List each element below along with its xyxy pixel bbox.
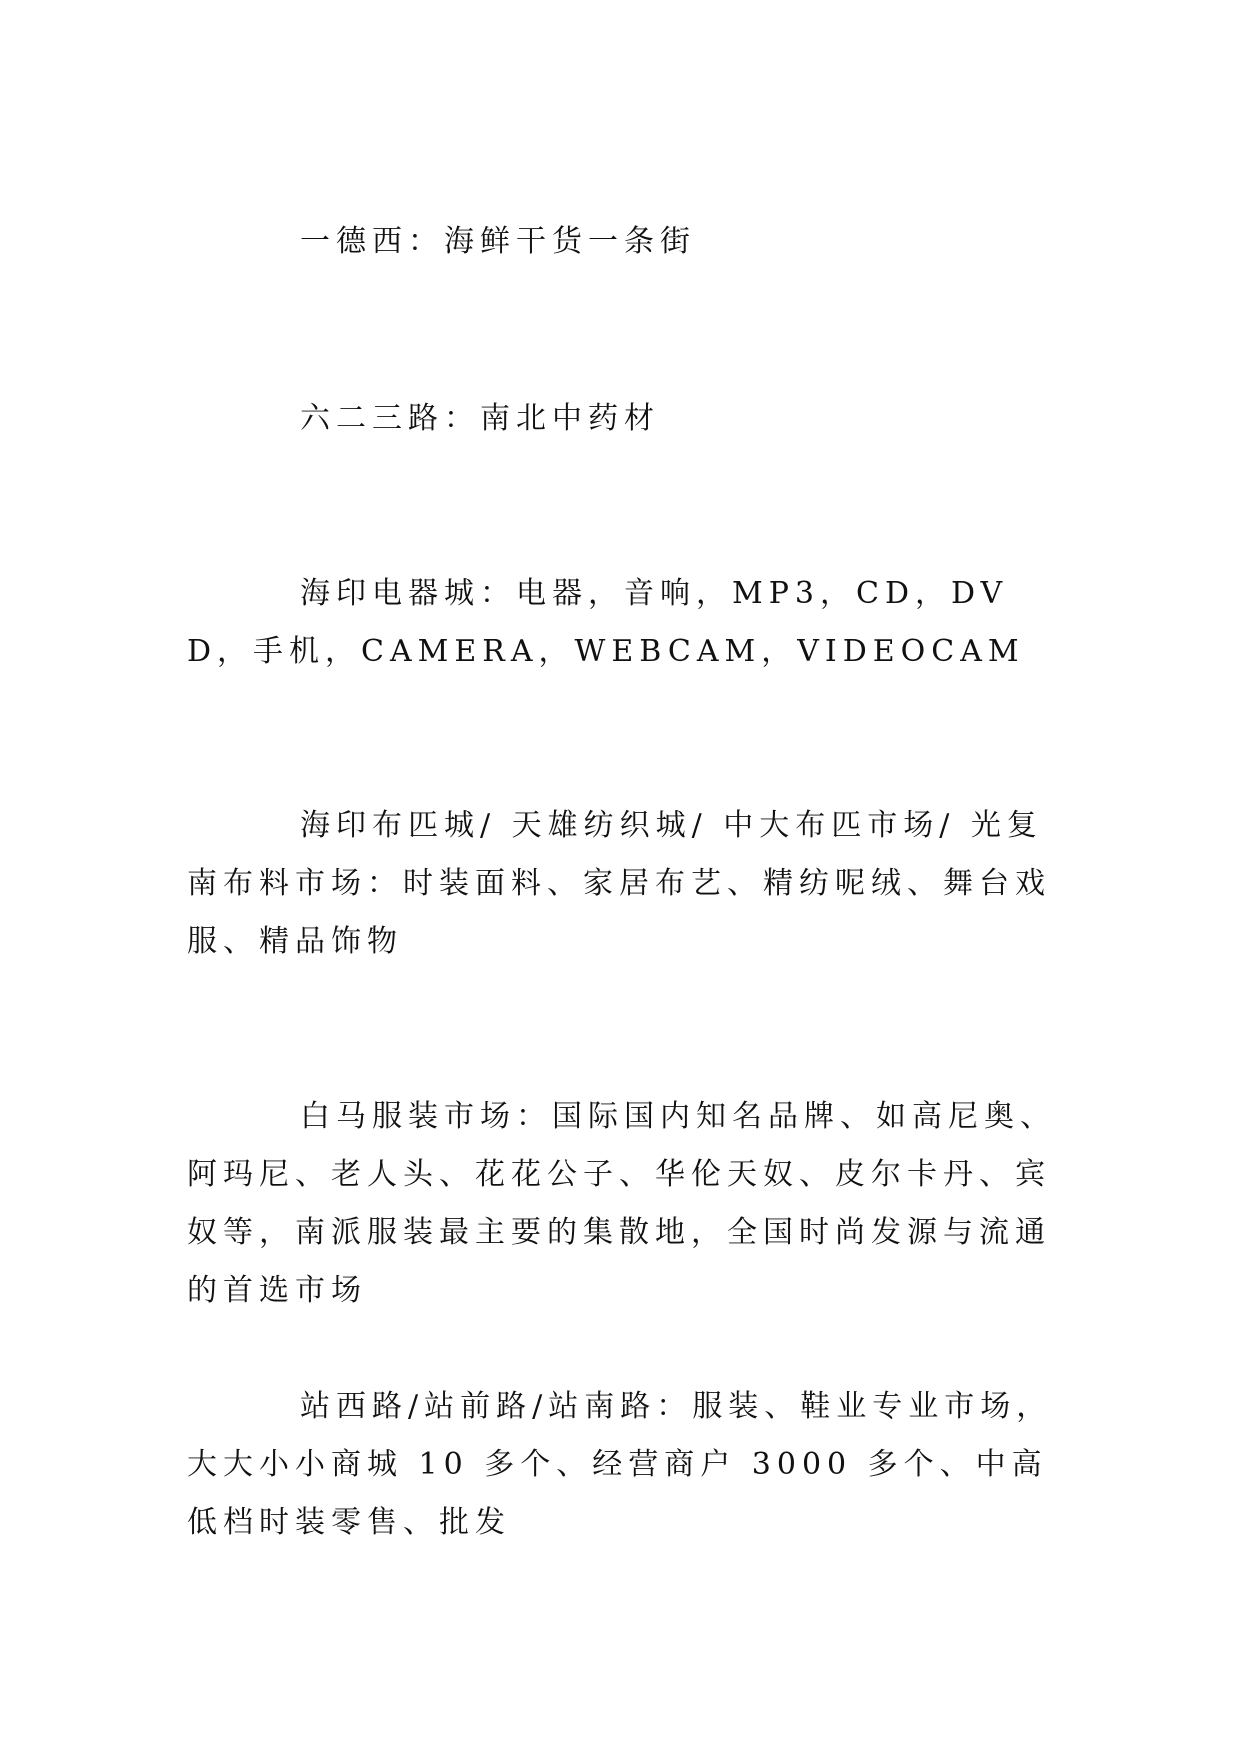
paragraph-baima-clothing-market: 白马服装市场：国际国内知名品牌、如高尼奥、阿玛尼、老人头、花花公子、华伦天奴、皮尔卡丹、宾奴等，南派服装最主要的集散地，全国时尚发源与流通的首选市场 xyxy=(187,1099,1056,1308)
paragraph-medicine-road: 六二三路：南北中药材 xyxy=(300,401,660,436)
paragraph-station-road-markets: 站西路/站前路/站南路：服装、鞋业专业市场，大大小小商城 10 多个、经营商户 3000 多个、中高低档时装零售、批发 xyxy=(187,1389,1053,1540)
paragraph-seafood-street: 一德西：海鲜干货一条街 xyxy=(300,224,696,259)
paragraph-fabric-markets: 海印布匹城/ 天雄纺织城/ 中大布匹市场/ 光复南布料市场：时装面料、家居布艺、精纺呢绒、舞台戏服、精品饰物 xyxy=(187,808,1051,959)
paragraph-electronics-city: 海印电器城：电器，音响，MP3，CD，DVD，手机，CAMERA，WEBCAM，VIDEOCAM xyxy=(187,576,1025,669)
